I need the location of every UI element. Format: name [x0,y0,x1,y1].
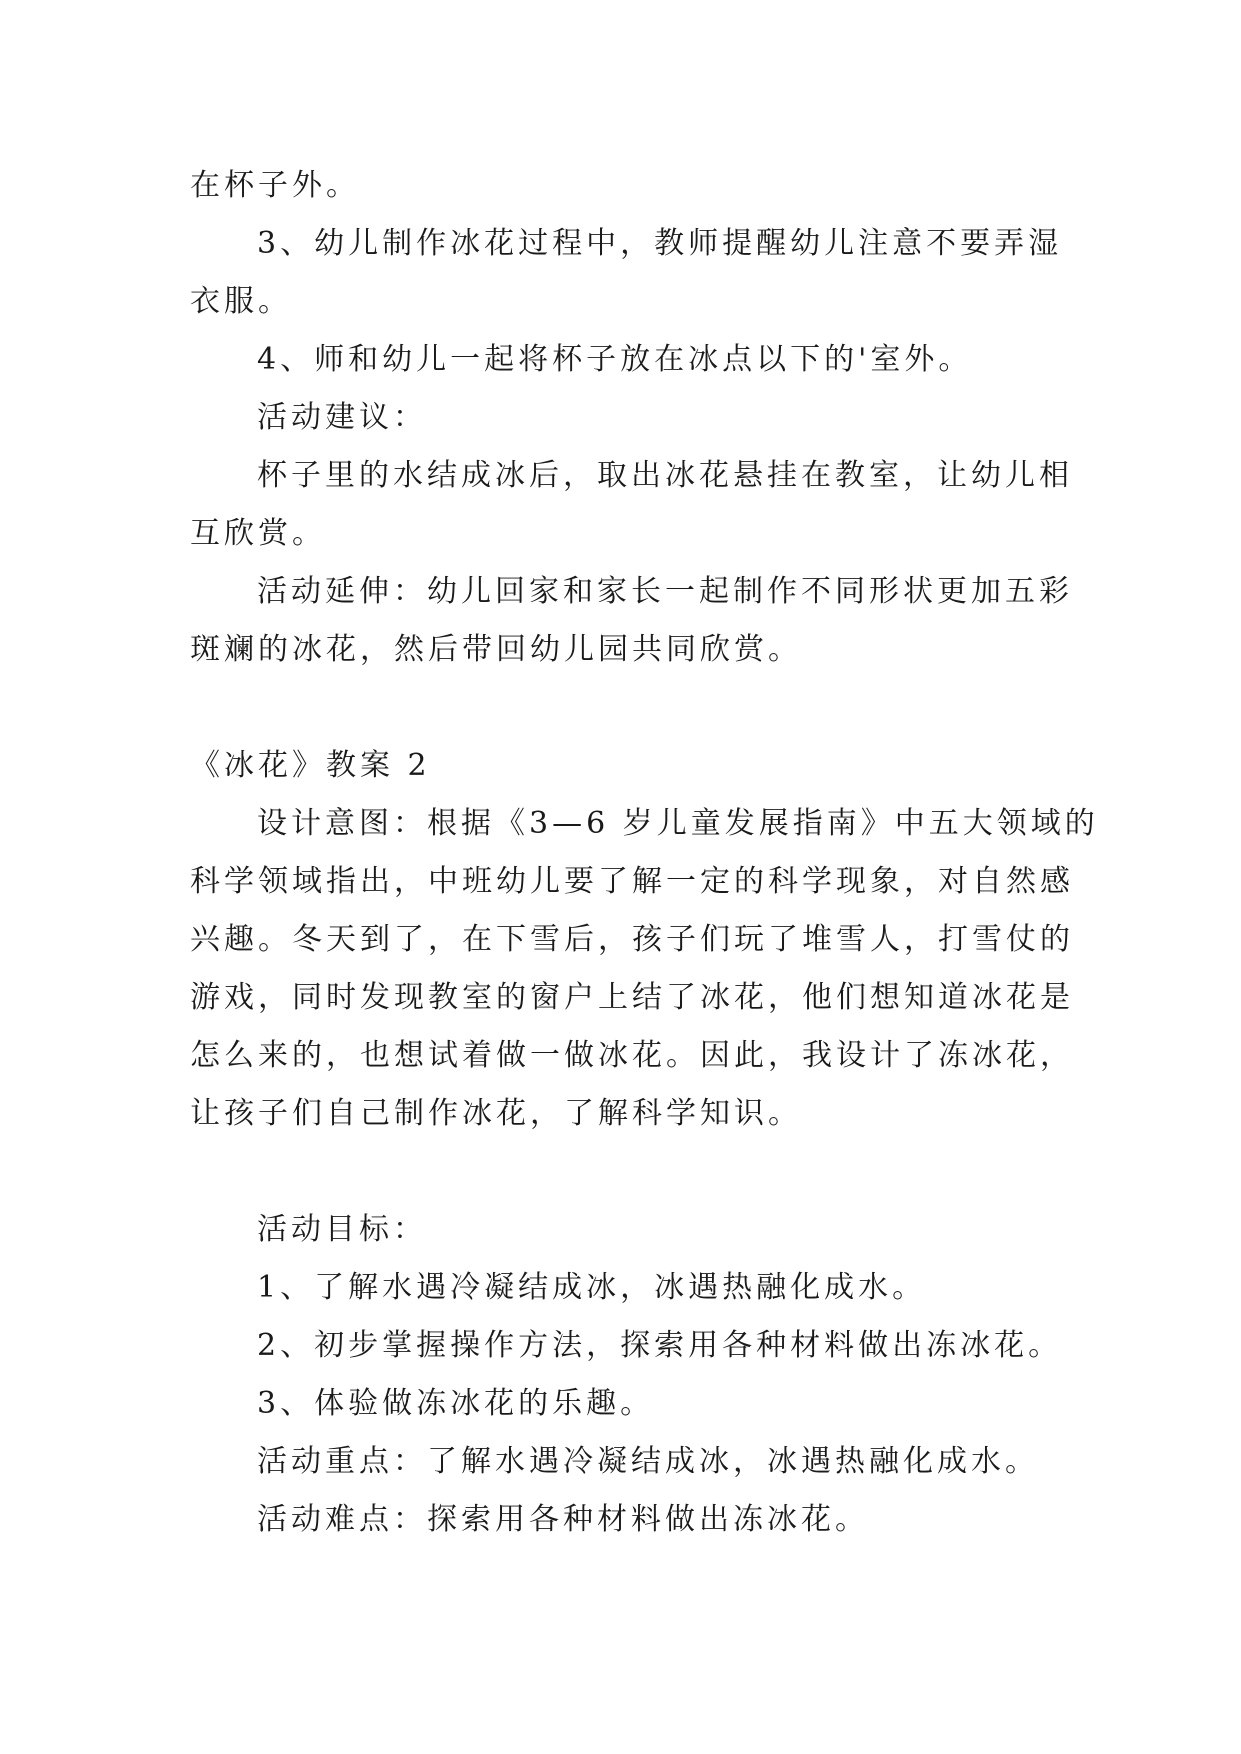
paragraph-line: 怎么来的，也想试着做一做冰花。因此，我设计了冻冰花， [190,1038,1074,1073]
paragraph-line: 游戏，同时发现教室的窗户上结了冰花，他们想知道冰花是 [190,980,1074,1015]
paragraph-line: 让孩子们自己制作冰花，了解科学知识。 [190,1096,802,1131]
paragraph-line: 3、幼儿制作冰花过程中，教师提醒幼儿注意不要弄湿 [257,226,1063,261]
paragraph-line: 活动延伸：幼儿回家和家长一起制作不同形状更加五彩 [257,574,1073,609]
paragraph-line: 4、师和幼儿一起将杯子放在冰点以下的'室外。 [257,342,973,377]
paragraph-line: 兴趣。冬天到了，在下雪后，孩子们玩了堆雪人，打雪仗的 [190,922,1074,957]
section-heading: 活动建议： [257,400,427,435]
paragraph-line: 在杯子外。 [190,168,360,203]
paragraph-line: 斑斓的冰花，然后带回幼儿园共同欣赏。 [190,632,802,667]
section-heading: 活动目标： [257,1212,427,1247]
paragraph-line: 科学领域指出，中班幼儿要了解一定的科学现象，对自然感 [190,864,1074,899]
paragraph-line: 活动重点：了解水遇冷凝结成冰，冰遇热融化成水。 [257,1444,1039,1479]
document-title: 《冰花》教案 2 [190,748,431,783]
paragraph-line: 设计意图：根据《3—6 岁儿童发展指南》中五大领域的 [257,806,1099,841]
list-item: 2、初步掌握操作方法，探索用各种材料做出冻冰花。 [257,1328,1063,1363]
paragraph-line: 衣服。 [190,284,292,319]
paragraph-line: 杯子里的水结成冰后，取出冰花悬挂在教室，让幼儿相 [257,458,1073,493]
paragraph-line: 活动难点：探索用各种材料做出冻冰花。 [257,1502,869,1537]
list-item: 1、了解水遇冷凝结成冰，冰遇热融化成水。 [257,1270,927,1305]
list-item: 3、体验做冻冰花的乐趣。 [257,1386,655,1421]
paragraph-line: 互欣赏。 [190,516,326,551]
